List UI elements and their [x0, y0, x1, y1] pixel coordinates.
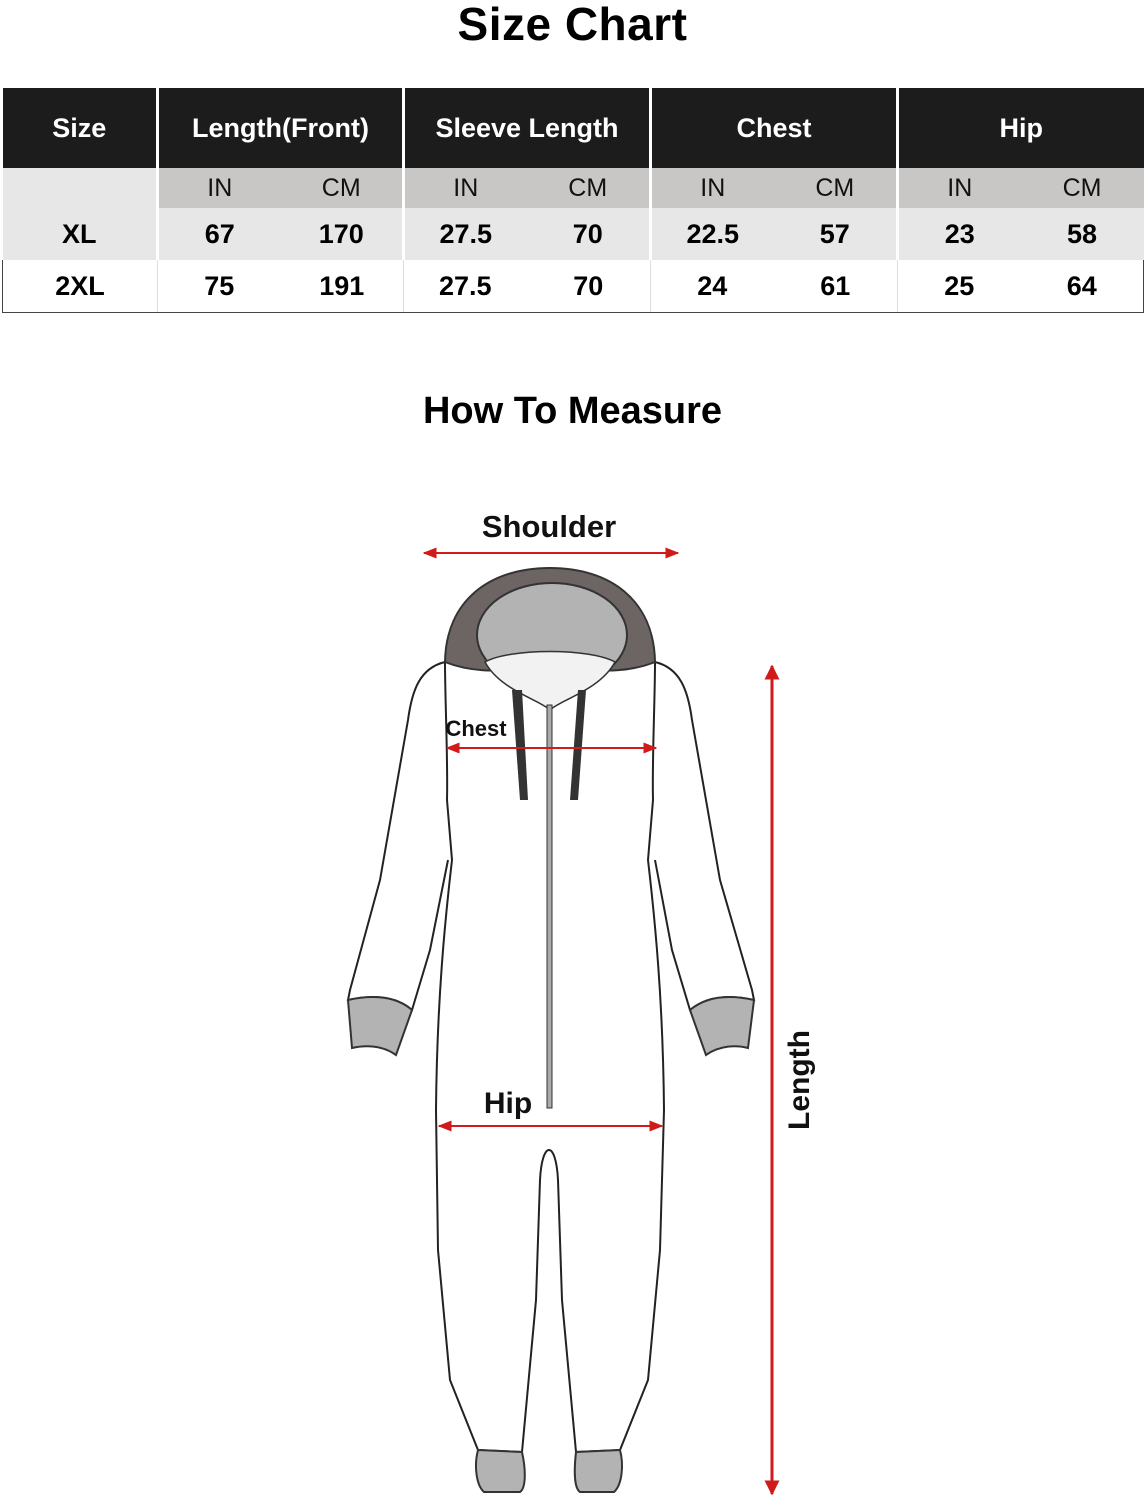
- header-size: Size: [3, 88, 158, 168]
- unit-in: IN: [404, 168, 527, 208]
- value-cell: 170: [281, 208, 404, 260]
- header-sleeve-length: Sleeve Length: [404, 88, 651, 168]
- length-label: Length: [783, 1030, 816, 1130]
- hip-label: Hip: [483, 1087, 533, 1120]
- table-header-row: [3, 88, 1144, 168]
- header-hip: Hip: [898, 88, 1144, 168]
- value-cell: 24: [651, 260, 774, 313]
- how-to-measure-title: How To Measure: [422, 390, 723, 432]
- size-cell: XL: [3, 208, 158, 260]
- value-cell: 191: [281, 260, 404, 313]
- header-length-front: Length(Front): [158, 88, 404, 168]
- value-cell: 75: [158, 260, 281, 313]
- value-cell: 27.5: [404, 208, 527, 260]
- value-cell: 22.5: [651, 208, 774, 260]
- unit-in: IN: [651, 168, 774, 208]
- left-cuff: [348, 997, 412, 1055]
- right-foot-cuff: [575, 1450, 622, 1492]
- unit-in: IN: [158, 168, 281, 208]
- size-table: [2, 88, 1144, 313]
- right-sleeve: [655, 662, 754, 1010]
- unit-row: [3, 168, 1144, 208]
- zipper: [547, 705, 552, 1108]
- size-chart-title: Size Chart: [457, 0, 688, 50]
- chest-label: Chest: [445, 716, 507, 741]
- value-cell: 23: [898, 208, 1021, 260]
- unit-cm: CM: [527, 168, 651, 208]
- table-row: [3, 260, 1144, 313]
- size-cell: 2XL: [3, 260, 158, 313]
- table-row: [3, 208, 1144, 260]
- value-cell: 58: [1021, 208, 1144, 260]
- value-cell: 25: [898, 260, 1021, 313]
- unit-cm: CM: [774, 168, 898, 208]
- unit-in: IN: [898, 168, 1021, 208]
- value-cell: 64: [1021, 260, 1144, 313]
- onesie-measure-diagram: [0, 470, 1145, 1500]
- value-cell: 61: [774, 260, 898, 313]
- left-sleeve: [348, 662, 448, 1010]
- value-cell: 57: [774, 208, 898, 260]
- value-cell: 67: [158, 208, 281, 260]
- right-cuff: [690, 997, 754, 1055]
- unit-cm: CM: [1021, 168, 1144, 208]
- shoulder-label: Shoulder: [481, 509, 617, 544]
- unit-cm: CM: [281, 168, 404, 208]
- value-cell: 70: [527, 260, 651, 313]
- unit-blank-cell: [3, 168, 158, 208]
- left-foot-cuff: [476, 1450, 525, 1492]
- value-cell: 27.5: [404, 260, 527, 313]
- header-chest: Chest: [651, 88, 898, 168]
- value-cell: 70: [527, 208, 651, 260]
